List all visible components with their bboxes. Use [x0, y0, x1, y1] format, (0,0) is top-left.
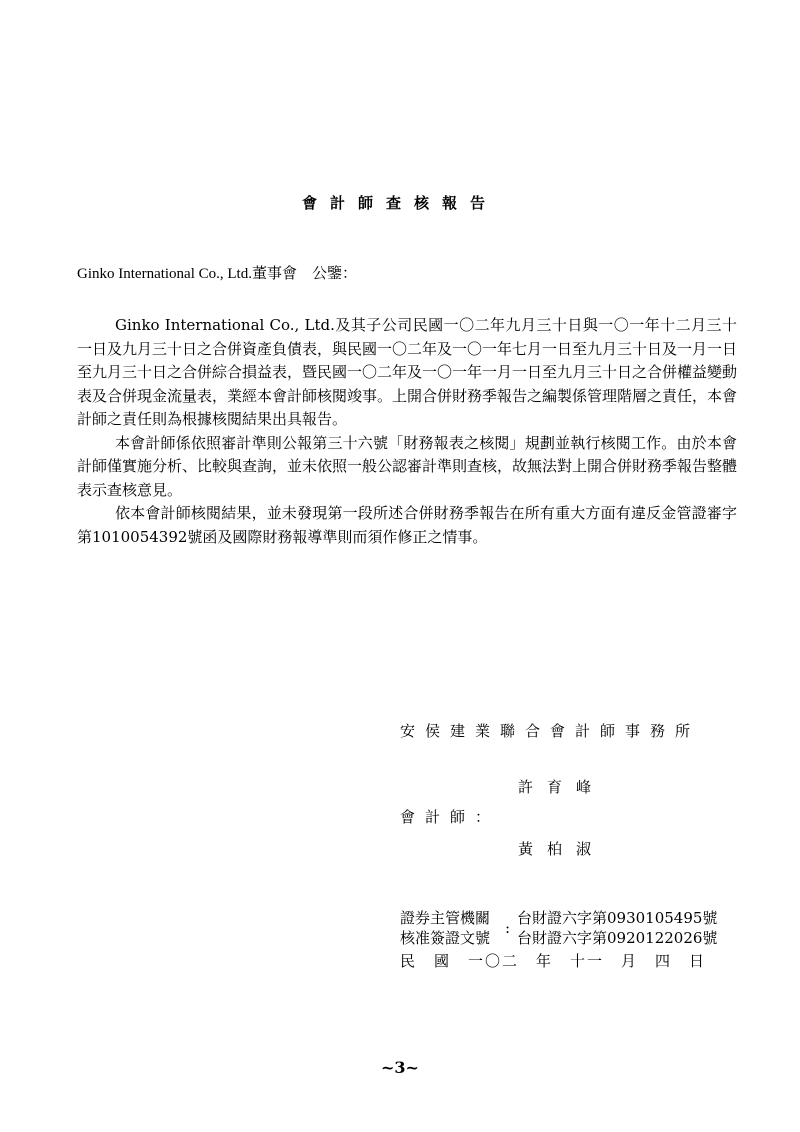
registration-label-1: 證券主管機關: [400, 909, 491, 927]
registration-colon: :: [505, 919, 511, 937]
registration-number-2: 台財證六字第0920122026號: [517, 929, 718, 947]
addressee: Ginko International Co., Ltd.董事會 公鑒：: [77, 266, 357, 282]
registration-row-1: [400, 908, 718, 937]
report-body: [77, 314, 737, 549]
firm-name: 安侯建業聯合會計師事務所: [400, 722, 701, 740]
accountant-name-2: 黃柏淑: [518, 840, 606, 858]
registration-row-2: [400, 928, 717, 948]
paragraph-2: 本會計師係依照審計準則公報第三十六號「財務報表之核閱」規劃並執行核閱工作。由於本會計師僅實施分析、比較與查詢，並未依照一般公認審計準則查核，故無法對上開合併財務季報告整體表示查核意見。: [77, 433, 738, 499]
registration-block: [400, 908, 717, 948]
report-date: 民 國 一〇二 年 十一 月 四 日: [400, 952, 707, 970]
accountant-label: 會計師：: [400, 808, 501, 826]
paragraph-3: 依本會計師核閱結果，並未發現第一段所述合併財務季報告在所有重大方面有違反金管證審字第1010054392號函及國際財務報導準則而須作修正之情事。: [77, 504, 737, 546]
registration-number-1: 台財證六字第0930105495號: [517, 909, 718, 927]
accountant-name-1: 許育峰: [518, 778, 606, 796]
report-title: 會計師查核報告: [301, 194, 498, 212]
registration-label-2: 核准簽證文號: [400, 929, 491, 947]
page-number: ~3~: [381, 1058, 419, 1077]
paragraph-1: Ginko International Co., Ltd.及其子公司民國一〇二年九月三十日與一〇一年十二月三十一日及九月三十日之合併資產負債表，與民國一〇二年及一〇一年七月一日至九月三十日及一月一日至九月三十日之合併綜合損益表，暨民國一〇二年及一〇一年一月一日至九月三十日之合併權益變動表及合併現金流量表，業經本會計師核閱竣事。上開合併財務季報告之編製係管理階層之責任，本會計師之責任則為根據核閱結果出具報告。: [77, 316, 738, 428]
